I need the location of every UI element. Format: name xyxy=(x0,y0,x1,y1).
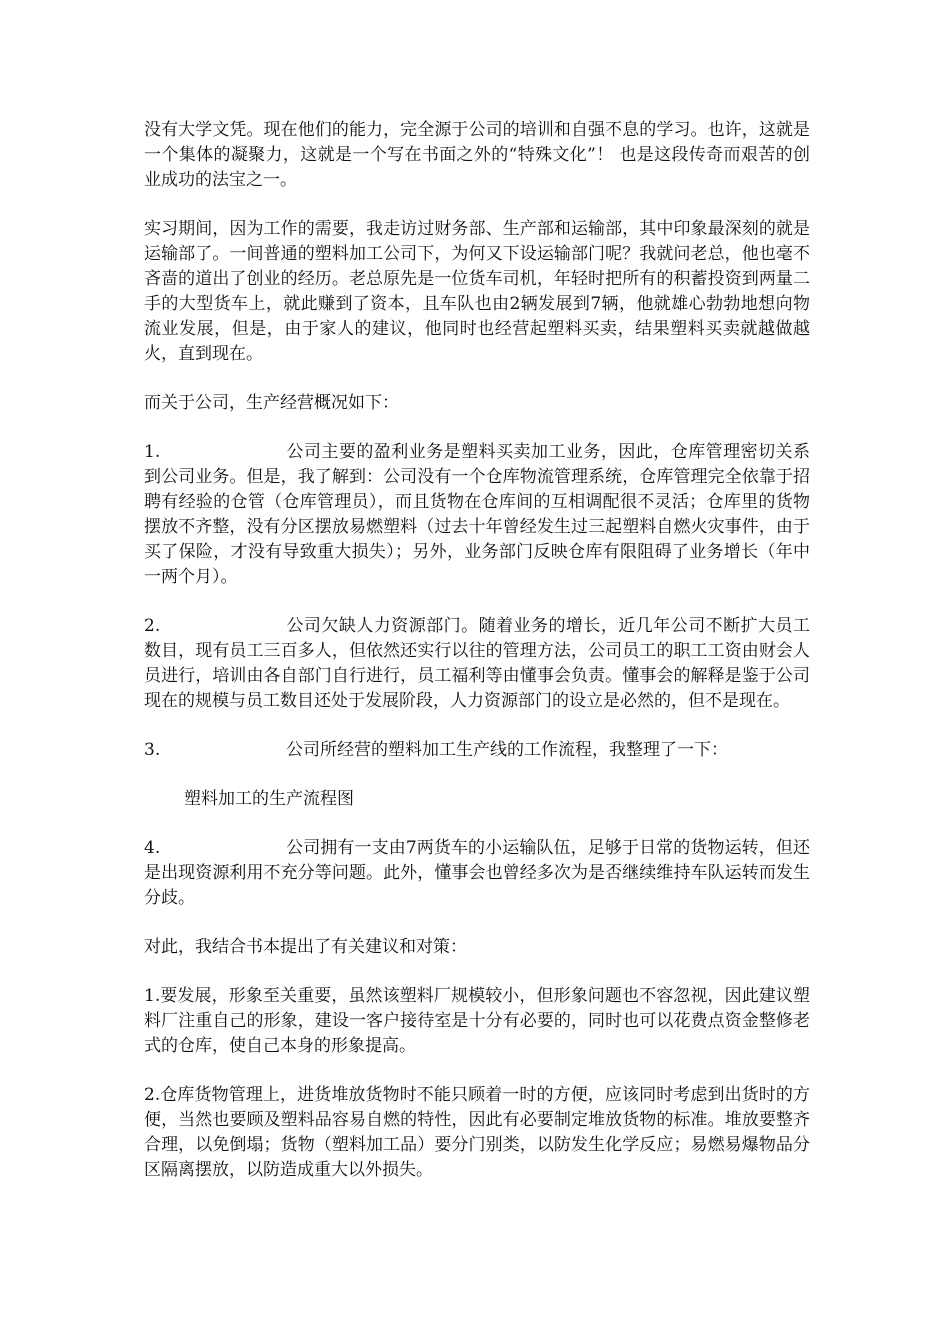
list-text: 公司拥有一支由7两货车的小运输队伍，足够于日常的货物运转，但还是出现资源利用不充分等问题。此外，懂事会也曾经多次为是否继续维持车队运转而发生分歧。 xyxy=(144,838,810,908)
paragraph-suggestions-heading: 对此，我结合书本提出了有关建议和对策： xyxy=(144,937,467,957)
paragraph-overview-heading: 而关于公司，生产经营概况如下： xyxy=(144,393,399,413)
suggestion-2: 2.仓库货物管理上，进货堆放货物时不能只顾着一时的方便，应该同时考虑到出货时的方便，当然也要顾及塑料品容易自燃的特性，因此有必要制定堆放货物的标准。堆放要整齐合理，以免倒塌；货物（塑料加工品）要分门别类，以防发生化学反应；易燃易爆物品分区隔离摆放，以防造成重大以外损失。 xyxy=(144,1085,810,1180)
list-item-2 xyxy=(144,614,810,714)
document-page xyxy=(144,118,810,1207)
list-number: 1. xyxy=(144,442,161,462)
list-number: 3. xyxy=(144,740,161,760)
list-number: 2. xyxy=(144,616,161,636)
list-item-4 xyxy=(144,836,810,911)
paragraph-intro: 没有大学文凭。现在他们的能力，完全源于公司的培训和自强不息的学习。也许，这就是一个集体的凝聚力，这就是一个写在书面之外的“特殊文化”！ 也是这段传奇而艰苦的创业成功的法宝之一。 xyxy=(144,120,810,190)
list-number: 4. xyxy=(144,838,161,858)
figure-caption: 塑料加工的生产流程图 xyxy=(184,789,354,809)
list-item-3 xyxy=(144,738,810,763)
list-text: 公司主要的盈利业务是塑料买卖加工业务，因此，仓库管理密切关系到公司业务。但是，我了解到：公司没有一个仓库物流管理系统，仓库管理完全依靠于招聘有经验的仓管（仓库管理员），而且货物在仓库间的互相调配很不灵活；仓库里的货物摆放不齐整，没有分区摆放易燃塑料（过去十年曾经发生过三起塑料自燃火灾事件，由于买了保险，才没有导致重大损失）；另外，业务部门反映仓库有限阻碍了业务增长（年中一两个月）。 xyxy=(144,442,810,587)
list-text: 公司欠缺人力资源部门。随着业务的增长，近几年公司不断扩大员工数目，现有员工三百多人，但依然还实行以往的管理方法，公司员工的职工工资由财会人员进行，培训由各自部门自行进行，员工福利等由懂事会负责。懂事会的解释是鉴于公司现在的规模与员工数目还处于发展阶段，人力资源部门的设立是必然的，但不是现在。 xyxy=(144,616,810,711)
paragraph-internship: 实习期间，因为工作的需要，我走访过财务部、生产部和运输部，其中印象最深刻的就是运输部了。一间普通的塑料加工公司下，为何又下设运输部门呢？我就问老总，他也毫不吝啬的道出了创业的经历。老总原先是一位货车司机，年轻时把所有的积蓄投资到两量二手的大型货车上，就此赚到了资本，且车队也由2辆发展到7辆，他就雄心勃勃地想向物流业发展，但是，由于家人的建议，他同时也经营起塑料买卖，结果塑料买卖就越做越火，直到现在。 xyxy=(144,219,810,364)
list-text: 公司所经营的塑料加工生产线的工作流程，我整理了一下： xyxy=(286,740,728,760)
suggestion-1: 1.要发展，形象至关重要，虽然该塑料厂规模较小，但形象问题也不容忽视，因此建议塑料厂注重自己的形象，建设一客户接待室是十分有必要的，同时也可以花费点资金整修老式的仓库，使自己本身的形象提高。 xyxy=(144,986,810,1056)
list-item-1 xyxy=(144,440,810,590)
